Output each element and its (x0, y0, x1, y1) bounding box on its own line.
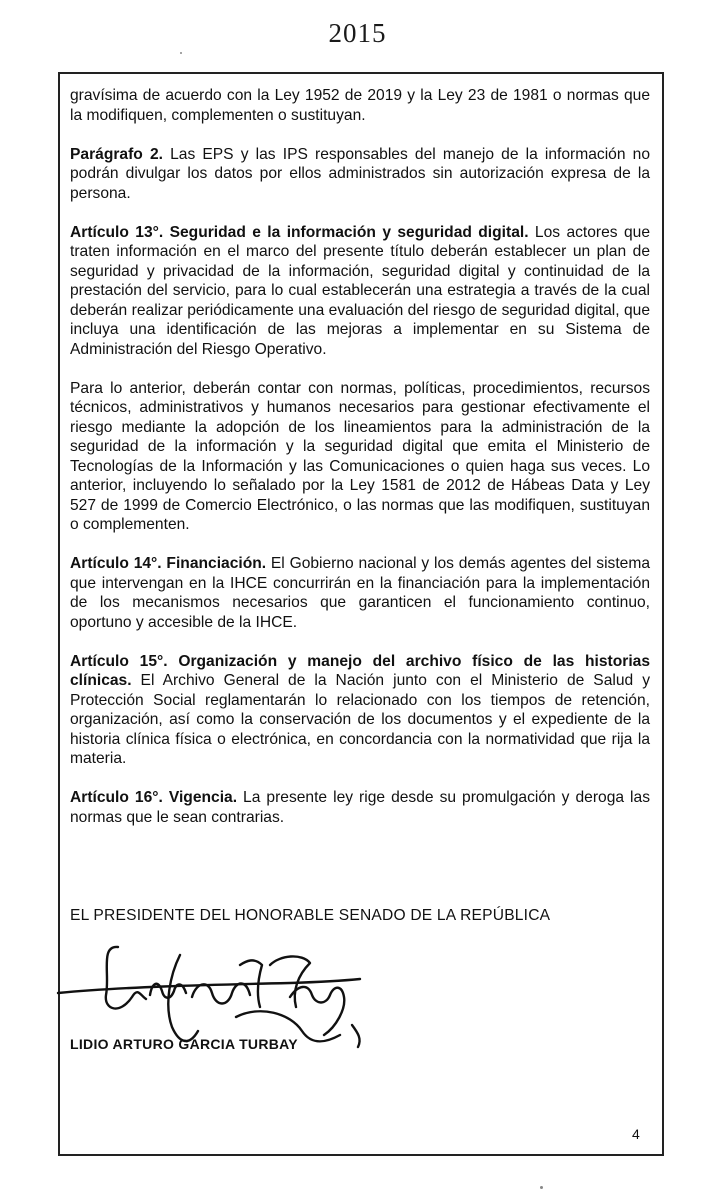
articulo-14 (70, 554, 650, 632)
articulo-13-text: Los actores que traten información en el marco del presente título deberán establecer un plan de seguridad y privacidad de la información, seguridad digital y continuidad de la prestación del servicio, para lo cual establecerán una estrategia a través de la cual deberán realizar periódicamente una evaluación del riesgo de seguridad digital, que incluya una identificación de las mejoras a implementar en su Sistema de Administración del Riesgo Operativo. (70, 223, 650, 358)
signer-name: LIDIO ARTURO GARCIA TURBAY (70, 1036, 298, 1052)
articulo-14-text: El Gobierno nacional y los demás agentes del sistema que intervengan en la IHCE concurrirán en la financiación para la implementación de los mecanismos necesarios que garanticen el funcionamiento continuo, oportuno y accesible de la IHCE. (70, 555, 651, 631)
paragraph-continuation: gravísima de acuerdo con la Ley 1952 de 2019 y la Ley 23 de 1981 o normas que la modifiquen, complementen o sustituyan. (70, 87, 650, 124)
signatory-title: EL PRESIDENTE DEL HONORABLE SENADO DE LA REPÚBLICA (70, 907, 551, 924)
articulo-15-text: El Archivo General de la Nación junto con el Ministerio de Salud y Protección Social reglamentarán lo relacionado con los tiempos de retención, organización, así como la conservación de los documentos y el expediente de la historia clínica física o electrónica, en concordancia con la normatividad que rija la materia. (70, 672, 650, 767)
articulo-16 (70, 788, 650, 827)
articulo-13 (70, 223, 650, 360)
articulo-15-heading: Artículo 15°. Organización y manejo del archivo físico de las historias clínicas. (70, 652, 650, 689)
articulo-15 (70, 652, 650, 769)
paragrafo-2-text: Las EPS y las IPS responsables del manejo de la información no podrán divulgar los datos por ellos administrados sin autorización expresa de la persona. (70, 145, 650, 202)
paragrafo-2-heading: Parágrafo 2. (70, 145, 163, 163)
document-year: 2015 (328, 18, 387, 48)
articulo-13-heading: Artículo 13°. Seguridad e la información y seguridad digital. (70, 223, 529, 241)
scan-speck (180, 52, 182, 54)
articulo-13-paragraph-2: Para lo anterior, deberán contar con normas, políticas, procedimientos, recursos técnicos, administrativos y humanos necesarios para gestionar efectivamente el riesgo mediante la adopción de los lineamientos para la administración de la seguridad de la información y la seguridad digital que emita el Ministerio de Tecnologías de la Información y las Comunicaciones o quien haga sus veces. Lo anterior, incluyendo lo señalado por la Ley 1581 de 2012 de Hábeas Data y Ley 527 de 1999 de Comercio Electrónico, o las normas que las modifiquen, sustituyan o complementen. (70, 379, 650, 533)
articulo-16-text: La presente ley rige desde su promulgación y deroga las normas que le sean contrarias. (70, 789, 650, 826)
paragrafo-2 (70, 145, 650, 204)
document-body (70, 86, 650, 847)
page-number: 4 (632, 1126, 640, 1142)
scan-speck (540, 1186, 543, 1189)
articulo-16-heading: Artículo 16°. Vigencia. (70, 789, 238, 806)
articulo-14-heading: Artículo 14°. Financiación. (70, 555, 267, 572)
